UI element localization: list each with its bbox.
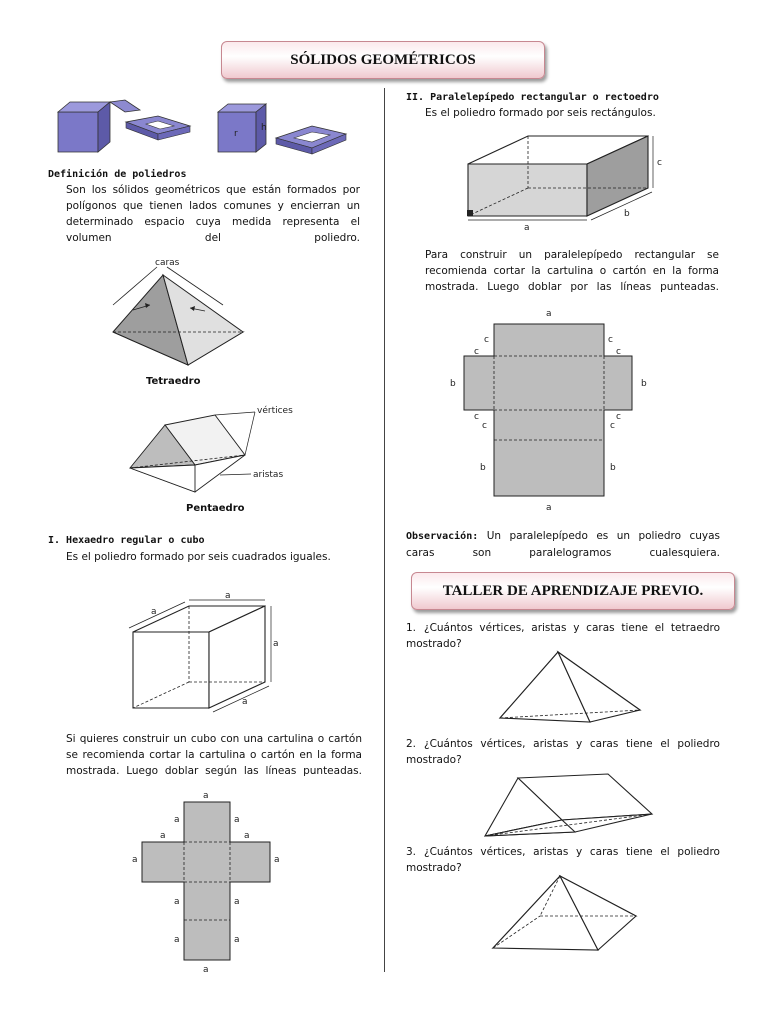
question-2-text: ¿Cuántos vértices, aristas y caras tiene el poliedro mostrado? <box>406 738 720 766</box>
observation-text: Un paralelepípedo es un poliedro cuyas caras son paralelogramos cualesquiera. <box>406 530 720 559</box>
box-label-c: c <box>657 158 662 168</box>
net-label-c-3: c <box>474 347 479 357</box>
net-label-c-2: c <box>608 335 613 345</box>
box-net-figure <box>446 304 656 519</box>
net-label-c-4: c <box>616 347 621 357</box>
cube-net-label-6: a <box>132 855 138 865</box>
question-3-text: ¿Cuántos vértices, aristas y caras tiene el poliedro mostrado? <box>406 846 720 874</box>
cube-net-figure <box>130 790 280 980</box>
question-3-number: 3. <box>406 846 417 858</box>
cube-net-label-5: a <box>244 831 250 841</box>
cube-net-label-8: a <box>174 897 180 907</box>
observation <box>406 528 720 577</box>
question-1-text: ¿Cuántos vértices, aristas y caras tiene el tetraedro mostrado? <box>406 622 720 650</box>
cube-net-label-11: a <box>234 935 240 945</box>
cube-edge-label-1: a <box>151 607 157 617</box>
cube-net-label-1: a <box>203 791 209 801</box>
paralelepipedo-heading: II. Paralelepípedo rectangular o rectoedro <box>406 92 659 103</box>
cube-figure <box>125 590 285 720</box>
question-2-number: 2. <box>406 738 417 750</box>
net-label-c-1: c <box>484 335 489 345</box>
column-divider <box>384 88 385 972</box>
hexaedro-text: Es el poliedro formado por seis cuadrados iguales. <box>66 551 331 563</box>
cube-net-label-3: a <box>234 815 240 825</box>
penta-vertices-label: vértices <box>257 406 293 416</box>
observation-label: Observación: <box>406 531 479 542</box>
question-1-number: 1. <box>406 622 417 634</box>
cube-unfolding-illustration <box>50 100 370 160</box>
net-label-a-top: a <box>546 309 552 319</box>
pentahedron-caption: Pentaedro <box>186 503 245 514</box>
svg-text:h: h <box>261 123 267 133</box>
question-2-prism <box>480 770 660 845</box>
tetrahedron-figure <box>105 255 265 370</box>
question-3-pyramid <box>488 872 648 957</box>
svg-text:r: r <box>234 129 238 139</box>
cube-net-label-10: a <box>174 935 180 945</box>
taller-title: TALLER DE APRENDIZAJE PREVIO. <box>411 572 735 610</box>
net-label-c-5: c <box>474 412 479 422</box>
net-label-c-6: c <box>616 412 621 422</box>
cube-construct-text: Si quieres construir un cubo con una cartulina o cartón se recomienda cortar la cartulina o cartón en la forma mostrada. Luego doblar según las líneas punteadas. <box>66 733 362 777</box>
definition-heading: Definición de poliedros <box>48 169 187 180</box>
cube-net-label-9: a <box>234 897 240 907</box>
net-label-a-bottom: a <box>546 503 552 513</box>
net-label-c-7: c <box>482 421 487 431</box>
page-title: SÓLIDOS GEOMÉTRICOS <box>221 41 545 79</box>
penta-aristas-label: aristas <box>253 470 284 480</box>
cube-net-label-12: a <box>203 965 209 975</box>
hexaedro-heading: I. Hexaedro regular o cubo <box>48 535 205 546</box>
net-label-b-2: b <box>610 463 616 473</box>
net-label-b-right: b <box>641 379 647 389</box>
cube-edge-label-4: a <box>242 697 248 707</box>
cube-edge-label-2: a <box>225 591 231 601</box>
box-label-b: b <box>624 209 630 219</box>
box-construct-text: Para construir un paralelepípedo rectangular se recomienda cortar la cartulina o cartón en la forma mostrada. Luego doblar por las líneas punteadas. <box>425 249 719 293</box>
paralelepipedo-text: Es el poliedro formado por seis rectángulos. <box>425 107 656 119</box>
definition-text: Son los sólidos geométricos que están formados por polígonos que tienen lados comunes y encierran un determinado espacio cuya medida representa el volumen del poliedro. <box>66 184 360 244</box>
box-label-a: a <box>524 223 530 233</box>
tetra-caras-label: caras <box>155 258 180 268</box>
net-label-c-8: c <box>610 421 615 431</box>
net-label-b-1: b <box>480 463 486 473</box>
tetrahedron-caption: Tetraedro <box>146 376 201 387</box>
question-1-tetrahedron <box>495 650 645 725</box>
cube-edge-label-3: a <box>273 639 279 649</box>
cube-net-label-7: a <box>274 855 280 865</box>
rectangular-box-figure <box>460 132 680 232</box>
net-label-b-left: b <box>450 379 456 389</box>
cube-net-label-4: a <box>160 831 166 841</box>
pentahedron-figure <box>125 400 305 500</box>
cube-net-label-2: a <box>174 815 180 825</box>
